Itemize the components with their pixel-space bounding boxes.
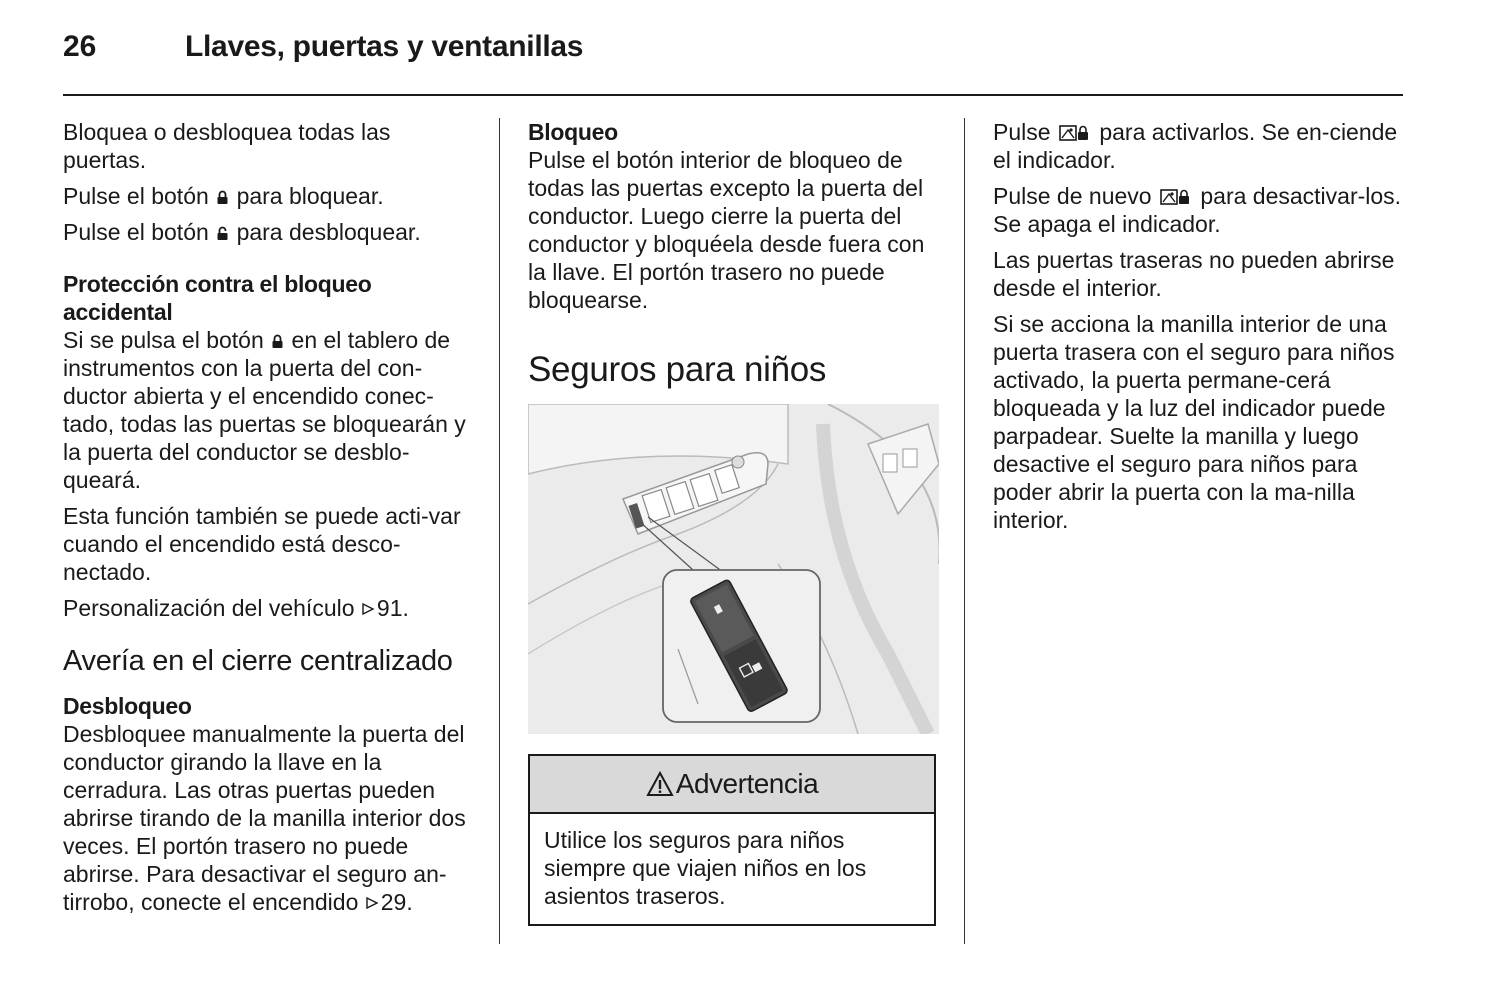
paragraph: Bloquea o desbloquea todas las puertas. <box>63 119 391 173</box>
lock-icon <box>216 190 229 205</box>
column-1 <box>63 118 478 924</box>
page-reference-arrow-icon <box>365 896 379 910</box>
warning-box <box>528 754 936 926</box>
column-divider-1 <box>499 118 500 944</box>
lock-icon <box>271 334 284 349</box>
column-divider-2 <box>964 118 965 944</box>
chapter-title: Llaves, puertas y ventanillas <box>185 30 584 63</box>
child-lock-icon <box>1059 124 1091 142</box>
paragraph: Pulse el botón para desbloquear. <box>63 219 421 245</box>
paragraph: Si se acciona la manilla interior de una puerta trasera con el seguro para niños activado, la puerta permane-cerá bloqueada y la luz del indicador puede parpadear. Suelte la manilla y luego desactive el seguro para niños para poder abrir la puerta con la ma-nilla interior. <box>993 311 1395 533</box>
page-reference-arrow-icon <box>361 602 375 616</box>
paragraph: Pulse de nuevo para desactivar-los. Se apaga el indicador. <box>993 183 1402 237</box>
column-3 <box>993 118 1405 542</box>
paragraph: Pulse para activarlos. Se en-ciende el indicador. <box>993 119 1398 173</box>
paragraph: Personalización del vehículo 91. <box>63 595 409 621</box>
paragraph: Las puertas traseras no pueden abrirse desde el interior. <box>993 247 1395 301</box>
section-heading: Avería en el cierre centralizado <box>63 645 453 677</box>
child-lock-icon <box>1160 188 1192 206</box>
paragraph: Si se pulsa el botón en el tablero de instrumentos con la puerta del con-ductor abierta y el encendido conec-tado, todas las puertas se bloquearán y la puerta del conductor se desblo-queará. <box>63 327 466 493</box>
warning-text: Utilice los seguros para niños siempre que viajen niños en los asientos traseros. <box>544 827 867 909</box>
column-2 <box>528 118 940 926</box>
warning-title: Advertencia <box>675 768 819 799</box>
warning-triangle-icon <box>646 771 674 797</box>
unlock-icon <box>216 226 229 241</box>
warning-header <box>530 756 934 814</box>
section-heading: Seguros para niños <box>528 350 827 389</box>
page-header <box>63 30 1403 70</box>
subheading: Bloqueo <box>528 119 618 145</box>
paragraph: Pulse el botón para bloquear. <box>63 183 384 209</box>
page-number: 26 <box>63 30 97 63</box>
subheading: Desbloqueo <box>63 693 192 719</box>
subheading: Protección contra el bloqueo accidental <box>63 271 372 325</box>
child-lock-illustration <box>528 404 939 734</box>
header-divider <box>63 94 1403 96</box>
paragraph: Esta función también se puede acti-var cuando el encendido está desco-nectado. <box>63 503 461 585</box>
paragraph: Pulse el botón interior de bloqueo de todas las puertas excepto la puerta del conductor. Luego cierre la puerta del conductor y bloquéela desde fuera con la llave. El portón trasero no puede bloquearse. <box>528 147 925 313</box>
paragraph: Desbloquee manualmente la puerta del conductor girando la llave en la cerradura. Las otras puertas pueden abrirse tirando de la manilla interior dos veces. El portón trasero no puede abrirse. Para desactivar el seguro an-tirrobo, conecte el encendido 29. <box>63 721 466 915</box>
